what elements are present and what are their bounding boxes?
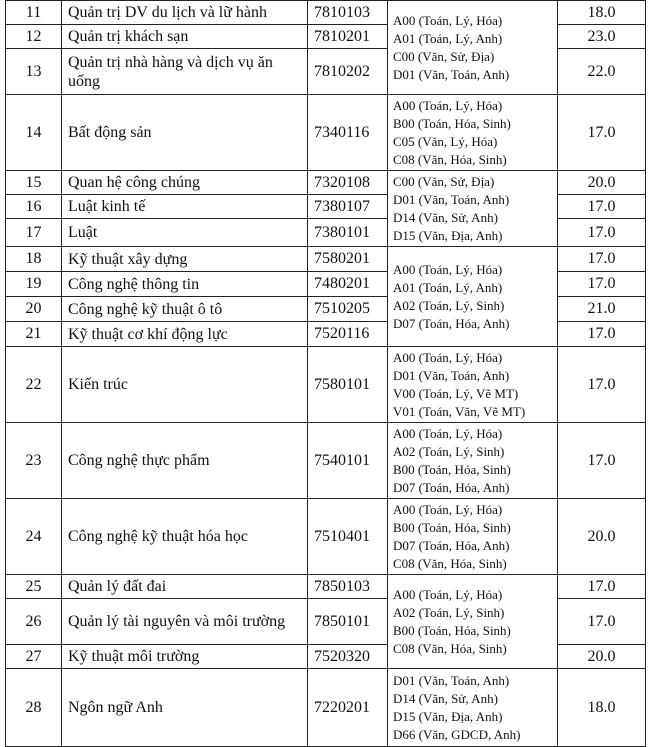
cutoff-score: 20.0 [558, 171, 646, 195]
major-code: 7520320 [308, 645, 388, 669]
row-number: 24 [6, 499, 62, 575]
row-number: 27 [6, 645, 62, 669]
combo-line: D15 (Văn, Địa, Anh) [393, 227, 503, 243]
combo-line: D07 (Toán, Hóa, Anh) [393, 479, 510, 495]
combo-line: A00 (Toán, Lý, Hóa) [393, 586, 503, 602]
major-name: Công nghệ thực phẩm [62, 423, 308, 499]
table-row [6, 575, 646, 599]
major-name: Công nghệ kỹ thuật hóa học [62, 499, 308, 575]
combo-line: C05 (Văn, Lý, Hóa) [393, 133, 498, 149]
combo-line: V00 (Toán, Lý, Vẽ MT) [393, 385, 519, 401]
combo-line: A00 (Toán, Lý, Hóa) [393, 261, 503, 277]
combo-line: A02 (Toán, Lý, Sinh) [393, 604, 505, 620]
row-number: 12 [6, 25, 62, 49]
subject-combinations [388, 575, 558, 669]
combo-line: D07 (Toán, Hóa, Anh) [393, 537, 510, 553]
major-name: Kiến trúc [62, 347, 308, 423]
major-code: 7580201 [308, 247, 388, 272]
combo-line: D01 (Văn, Toán, Anh) [393, 66, 510, 82]
table-row [6, 1, 646, 25]
row-number: 14 [6, 95, 62, 171]
combo-line: A02 (Toán, Lý, Sinh) [393, 297, 505, 313]
combo-line: C00 (Văn, Sử, Địa) [393, 173, 495, 189]
major-code: 7510205 [308, 297, 388, 322]
combo-line: B00 (Toán, Hóa, Sinh) [393, 519, 511, 535]
combo-line: D01 (Văn, Toán, Anh) [393, 367, 510, 383]
row-number: 17 [6, 219, 62, 247]
cutoff-score: 20.0 [558, 645, 646, 669]
cutoff-score: 22.0 [558, 49, 646, 95]
admission-score-table [5, 0, 646, 747]
major-name: Quản trị DV du lịch và lữ hành [62, 1, 308, 25]
combo-line: B00 (Toán, Hóa, Sinh) [393, 622, 511, 638]
cutoff-score: 17.0 [558, 347, 646, 423]
combo-line: A02 (Toán, Lý, Sinh) [393, 443, 505, 459]
major-name: Kỹ thuật xây dựng [62, 247, 308, 272]
cutoff-score: 20.0 [558, 499, 646, 575]
table-row [6, 247, 646, 272]
subject-combinations [388, 247, 558, 347]
cutoff-score: 17.0 [558, 599, 646, 645]
major-name: Quản lý đất đai [62, 575, 308, 599]
combo-line: A00 (Toán, Lý, Hóa) [393, 501, 503, 517]
combo-line: A00 (Toán, Lý, Hóa) [393, 97, 503, 113]
cutoff-score: 17.0 [558, 272, 646, 297]
combo-line: A01 (Toán, Lý, Anh) [393, 30, 503, 46]
major-code: 7850103 [308, 575, 388, 599]
major-code: 7580101 [308, 347, 388, 423]
major-name: Công nghệ thông tin [62, 272, 308, 297]
subject-combinations [388, 1, 558, 95]
combo-line: D01 (Văn, Toán, Anh) [393, 672, 510, 688]
combo-line: D07 (Toán, Hóa, Anh) [393, 315, 510, 331]
major-name: Kỹ thuật môi trường [62, 645, 308, 669]
table-row [6, 171, 646, 195]
cutoff-score: 17.0 [558, 95, 646, 171]
cutoff-score: 17.0 [558, 575, 646, 599]
combo-line: A00 (Toán, Lý, Hóa) [393, 12, 503, 28]
table-row [6, 423, 646, 499]
combo-line: A00 (Toán, Lý, Hóa) [393, 349, 503, 365]
cutoff-score: 23.0 [558, 25, 646, 49]
combo-line: B00 (Toán, Hóa, Sinh) [393, 461, 511, 477]
major-code: 7810201 [308, 25, 388, 49]
major-name: Quản trị khách sạn [62, 25, 308, 49]
major-code: 7380107 [308, 195, 388, 219]
cutoff-score: 18.0 [558, 669, 646, 747]
row-number: 21 [6, 322, 62, 347]
major-code: 7320108 [308, 171, 388, 195]
cutoff-score: 17.0 [558, 219, 646, 247]
combo-line: C00 (Văn, Sử, Địa) [393, 48, 495, 64]
row-number: 15 [6, 171, 62, 195]
row-number: 22 [6, 347, 62, 423]
major-code: 7850101 [308, 599, 388, 645]
combo-line: A00 (Toán, Lý, Hóa) [393, 425, 503, 441]
major-name: Quản lý tài nguyên và môi trường [62, 599, 308, 645]
row-number: 18 [6, 247, 62, 272]
combo-line: D15 (Văn, Địa, Anh) [393, 708, 503, 724]
row-number: 25 [6, 575, 62, 599]
combo-line: D14 (Văn, Sử, Anh) [393, 690, 498, 706]
major-name: Bất động sản [62, 95, 308, 171]
major-name: Ngôn ngữ Anh [62, 669, 308, 747]
major-name: Công nghệ kỹ thuật ô tô [62, 297, 308, 322]
cutoff-score: 17.0 [558, 322, 646, 347]
combo-line: C08 (Văn, Hóa, Sinh) [393, 151, 507, 167]
row-number: 13 [6, 49, 62, 95]
major-name: Quan hệ công chúng [62, 171, 308, 195]
row-number: 16 [6, 195, 62, 219]
combo-line: C08 (Văn, Hóa, Sinh) [393, 555, 507, 571]
combo-line: C08 (Văn, Hóa, Sinh) [393, 640, 507, 656]
cutoff-score: 21.0 [558, 297, 646, 322]
cutoff-score: 18.0 [558, 1, 646, 25]
subject-combinations [388, 669, 558, 747]
major-name: Kỹ thuật cơ khí động lực [62, 322, 308, 347]
row-number: 20 [6, 297, 62, 322]
major-code: 7380101 [308, 219, 388, 247]
table-row [6, 499, 646, 575]
subject-combinations [388, 423, 558, 499]
combo-line: D66 (Văn, GDCD, Anh) [393, 726, 521, 742]
major-name: Quản trị nhà hàng và dịch vụ ăn uống [62, 49, 308, 95]
combo-line: B00 (Toán, Hóa, Sinh) [393, 115, 511, 131]
major-code: 7520116 [308, 322, 388, 347]
major-code: 7810103 [308, 1, 388, 25]
row-number: 19 [6, 272, 62, 297]
table-row [6, 669, 646, 747]
subject-combinations [388, 171, 558, 247]
row-number: 28 [6, 669, 62, 747]
major-name: Luật [62, 219, 308, 247]
major-code: 7480201 [308, 272, 388, 297]
row-number: 23 [6, 423, 62, 499]
major-code: 7540101 [308, 423, 388, 499]
cutoff-score: 17.0 [558, 247, 646, 272]
subject-combinations [388, 499, 558, 575]
cutoff-score: 17.0 [558, 195, 646, 219]
major-code: 7810202 [308, 49, 388, 95]
table-row [6, 347, 646, 423]
combo-line: D14 (Văn, Sử, Anh) [393, 209, 498, 225]
cutoff-score: 17.0 [558, 423, 646, 499]
row-number: 11 [6, 1, 62, 25]
major-name: Luật kinh tế [62, 195, 308, 219]
major-code: 7510401 [308, 499, 388, 575]
subject-combinations [388, 95, 558, 171]
major-code: 7220201 [308, 669, 388, 747]
combo-line: V01 (Toán, Văn, Vẽ MT) [393, 403, 526, 419]
combo-line: D01 (Văn, Toán, Anh) [393, 191, 510, 207]
row-number: 26 [6, 599, 62, 645]
table-row [6, 95, 646, 171]
combo-line: A01 (Toán, Lý, Anh) [393, 279, 503, 295]
major-code: 7340116 [308, 95, 388, 171]
subject-combinations [388, 347, 558, 423]
